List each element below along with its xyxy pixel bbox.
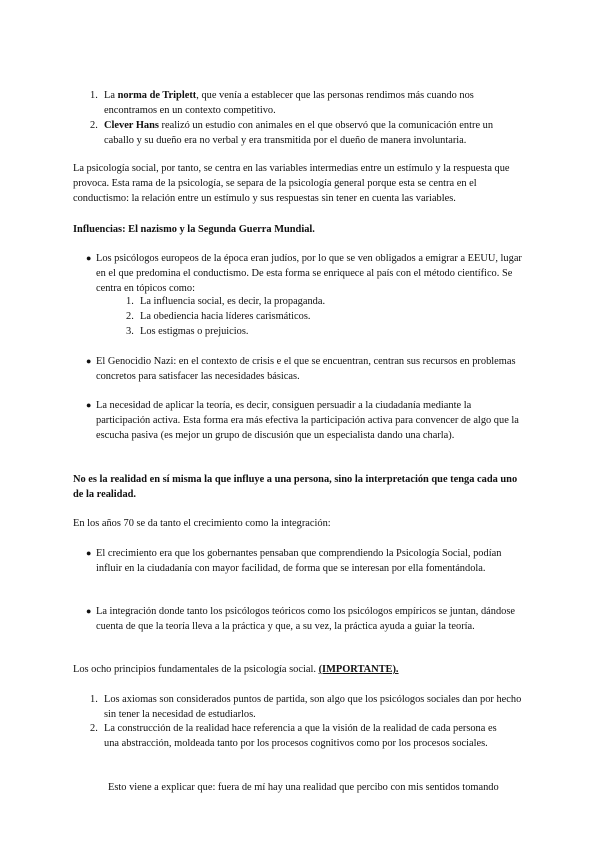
section-heading: Influencias: El nazismo y la Segunda Guerra Mundial. bbox=[73, 224, 315, 235]
list-number: 2. bbox=[90, 723, 98, 734]
list-item bbox=[90, 721, 514, 751]
list-number: 1. bbox=[126, 296, 134, 307]
paragraph: Los ocho principios fundamentales de la psicología social. (IMPORTANTE). bbox=[73, 664, 399, 675]
list-text: La influencia social, es decir, la propaganda. bbox=[140, 296, 326, 307]
bullet-item bbox=[86, 546, 526, 576]
list-text: La construcción de la realidad hace referencia a que la visión de la realidad de cada persona es una abstracción, moldeada tanto por los procesos cognitivos como por los procesos sociales. bbox=[104, 723, 497, 749]
bullet-icon: ● bbox=[86, 356, 92, 366]
bullet-icon: ● bbox=[86, 606, 92, 616]
list-text: realizó un estudio con animales en el que observó que la comunicación entre un caballo y su dueño era no verbal y era transmitida por el dueño de manera involuntaria. bbox=[104, 120, 494, 146]
bullet-item bbox=[86, 398, 526, 443]
list-text-bold: Clever Hans bbox=[104, 120, 159, 131]
bold-paragraph: No es la realidad en sí misma la que influye a una persona, sino la interpretación que tenga cada uno de la realidad. bbox=[73, 474, 518, 500]
sublist-item bbox=[126, 309, 500, 324]
list-item bbox=[90, 118, 524, 148]
bullet-icon: ● bbox=[86, 400, 92, 410]
list-number: 2. bbox=[90, 120, 98, 131]
list-number: 1. bbox=[90, 90, 98, 101]
list-number: 3. bbox=[126, 326, 134, 337]
bullet-text: El Genocidio Nazi: en el contexto de crisis e el que se encuentran, centran sus recursos en problemas concretos para satisfacer las necesidades básicas. bbox=[96, 356, 516, 382]
bullet-item bbox=[86, 354, 526, 384]
sublist-item bbox=[126, 294, 500, 309]
bullet-icon: ● bbox=[86, 253, 92, 263]
paragraph: En los años 70 se da tanto el crecimiento como la integración: bbox=[73, 518, 331, 529]
paragraph: La psicología social, por tanto, se centra en las variables intermedias entre un estímulo y la respuesta que provoca. Esta rama de la psicología, se separa de la psicología general porque esta se centra en el conductismo: la relación entre un estímulo y sus respuestas sin tener en cuenta las variables. bbox=[73, 163, 510, 204]
list-text-pre: La bbox=[104, 90, 118, 101]
bullet-text: Los psicólogos europeos de la época eran judíos, por lo que se ven obligados a emigrar a EEUU, lugar en el que predomina el conductismo. De esta forma se enriquece al país con el método científico. Se centra en tópicos como: bbox=[96, 253, 522, 294]
important-label: (IMPORTANTE). bbox=[318, 664, 399, 675]
bullet-icon: ● bbox=[86, 548, 92, 558]
list-text: , que venía a establecer que las personas rendimos más cuando nos encontramos en un contexto competitivo. bbox=[104, 90, 474, 116]
list-item bbox=[90, 692, 524, 722]
bullet-text: El crecimiento era que los gobernantes pensaban que comprendiendo la Psicología Social, podían influir en la ciudadanía con mayor facilidad, de forma que se interesan por ella fomentándola. bbox=[96, 548, 502, 574]
paragraph: Esto viene a explicar que: fuera de mí hay una realidad que percibo con mis sentidos tomando bbox=[108, 782, 499, 793]
list-text: Los estigmas o prejuicios. bbox=[140, 326, 249, 337]
list-text: La obediencia hacia líderes carismáticos. bbox=[140, 311, 311, 322]
list-text-bold: norma de Triplett bbox=[117, 90, 197, 101]
list-text: Los axiomas son considerados puntos de partida, son algo que los psicólogos sociales dan por hecho sin tener la necesidad de estudiarlos. bbox=[104, 694, 522, 720]
list-number: 1. bbox=[90, 694, 98, 705]
sublist-item bbox=[126, 324, 500, 339]
list-number: 2. bbox=[126, 311, 134, 322]
bullet-text: La necesidad de aplicar la teoría, es decir, consiguen persuadir a la ciudadanía mediante la participación activa. Esta forma era más efectiva la participación activa para convencer de algo que la escucha pasiva (es mejor un grupo de discusión que un especialista dando una charla). bbox=[96, 400, 519, 441]
bullet-item bbox=[86, 251, 526, 296]
bullet-item bbox=[86, 604, 526, 634]
bullet-text: La integración donde tanto los psicólogos teóricos como los psicólogos empíricos se juntan, dándose cuenta de que la teoría lleva a la práctica y que, a su vez, la práctica ayuda a guiar la teoría. bbox=[96, 606, 516, 632]
list-item bbox=[90, 88, 524, 118]
